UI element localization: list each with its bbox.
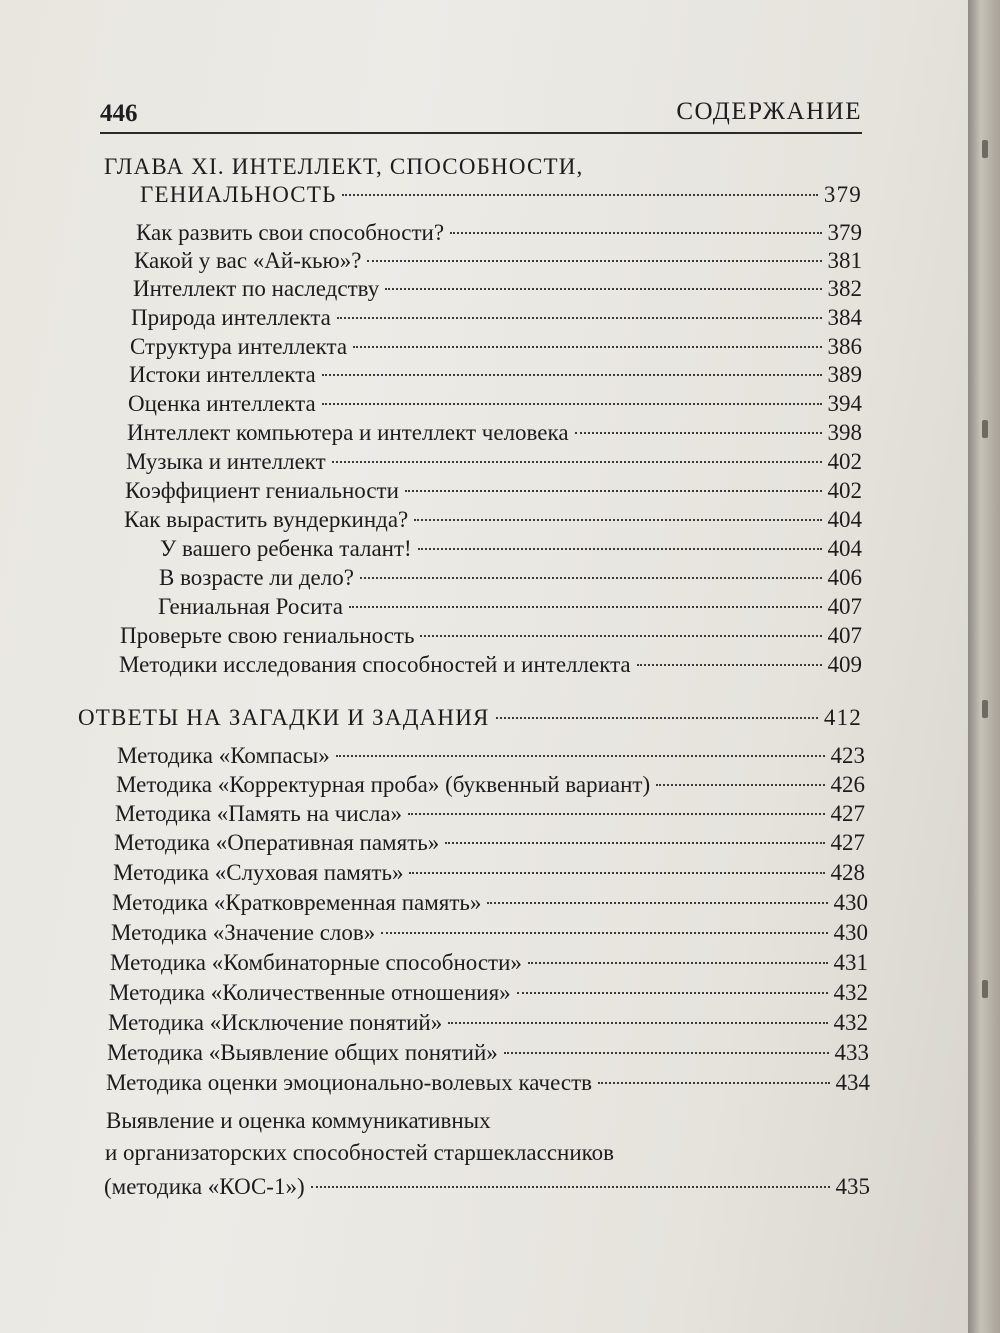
toc-entry-text: Методики исследования способностей и интеллекта	[119, 652, 631, 677]
toc-entry-multiline-2: и организаторских способностей старшеклассников	[105, 1140, 615, 1165]
toc-entry-text: Методика «Слуховая память»	[113, 860, 404, 885]
toc-entry	[127, 418, 862, 448]
leader-dots	[409, 872, 824, 874]
toc-entry-page: 398	[827, 420, 862, 445]
toc-entry-page: 379	[827, 220, 862, 245]
toc-entry	[131, 303, 862, 333]
toc-entry-page: 433	[834, 1040, 869, 1065]
toc-entry	[109, 978, 868, 1008]
toc-subentry	[160, 534, 862, 564]
leader-dots	[408, 813, 824, 815]
toc-entry-page: 427	[830, 830, 865, 855]
toc-entry-text: Методика «Кратковременная память»	[112, 890, 482, 915]
toc-entry-text: Музыка и интеллект	[126, 449, 326, 474]
leader-dots	[367, 260, 821, 262]
leader-dots	[487, 902, 827, 904]
toc-entry-page: 404	[827, 507, 862, 532]
toc-entry-text: (методика «КОС-1»)	[104, 1174, 305, 1199]
toc-entry-page: 432	[833, 980, 868, 1005]
leader-dots	[448, 1022, 827, 1024]
spine-stitch	[982, 140, 988, 158]
toc-entry	[136, 218, 862, 248]
toc-entry-page: 431	[833, 950, 868, 975]
leader-dots	[598, 1082, 829, 1084]
leader-dots	[504, 1052, 829, 1054]
toc-entry-page: 406	[827, 565, 862, 590]
toc-entry-text: Какой у вас «Ай-кью»?	[134, 248, 362, 273]
toc-entry	[125, 476, 862, 506]
leader-dots	[311, 1186, 830, 1188]
leader-dots	[656, 784, 824, 786]
toc-entry-multiline-3	[104, 1172, 870, 1202]
leader-dots	[360, 577, 822, 579]
toc-entry	[114, 828, 865, 858]
leader-dots	[637, 664, 822, 666]
toc-entry-text: Интеллект по наследству	[133, 276, 380, 301]
spine-stitch	[982, 420, 988, 438]
answers-title-entry	[78, 703, 862, 733]
section-title: СОДЕРЖАНИЕ	[676, 98, 862, 125]
toc-entry	[130, 332, 862, 362]
toc-entry-text: Гениальная Росита	[158, 594, 343, 619]
toc-entry-page: 394	[827, 391, 862, 416]
toc-entry-page: 432	[833, 1010, 868, 1035]
chapter-title-line1: ГЛАВА XI. ИНТЕЛЛЕКТ, СПОСОБНОСТИ,	[104, 154, 584, 179]
toc-entry	[113, 858, 865, 888]
toc-entry-page: 402	[827, 478, 862, 503]
spine-stitch	[982, 700, 988, 718]
toc-entry-text: Методика «Память на числа»	[115, 801, 403, 826]
toc-entry	[126, 447, 862, 477]
toc-entry-text: Как развить свои способности?	[136, 220, 445, 245]
leader-dots	[336, 755, 825, 757]
toc-entry-page: 428	[830, 860, 865, 885]
toc-entry-page: 435	[835, 1174, 870, 1199]
toc-entry-page: 382	[827, 276, 862, 301]
toc-entry	[115, 799, 865, 829]
toc-entry-text: Методика «Значение слов»	[111, 920, 376, 945]
leader-dots	[414, 519, 821, 521]
toc-entry-text: Методика «Выявление общих понятий»	[107, 1040, 498, 1065]
toc-entry	[124, 505, 862, 535]
page-header	[100, 96, 862, 134]
toc-entry-page: 384	[827, 305, 862, 330]
toc-entry-page: 427	[830, 801, 865, 826]
leader-dots	[418, 548, 822, 550]
toc-entry-page: 430	[833, 890, 868, 915]
toc-entry-multiline-1: Выявление и оценка коммуникативных	[106, 1108, 491, 1133]
toc-entry-text: В возрасте ли дело?	[159, 565, 354, 590]
toc-entry-page: 386	[827, 334, 862, 359]
toc-entry-text: Методика «Исключение понятий»	[108, 1010, 443, 1035]
chapter-page: 379	[823, 182, 862, 207]
toc-entry	[129, 360, 862, 390]
toc-entry-text: Методика «Оперативная память»	[114, 830, 440, 855]
leader-dots	[322, 374, 822, 376]
leader-dots	[445, 842, 824, 844]
toc-entry	[106, 1068, 870, 1098]
toc-entry-page: 381	[827, 248, 862, 273]
leader-dots	[342, 194, 817, 196]
toc-entry	[120, 621, 862, 651]
toc-entry-text: Методика оценки эмоционально-волевых качеств	[106, 1070, 593, 1095]
toc-entry	[134, 246, 862, 276]
toc-entry-text: У вашего ребенка талант!	[160, 536, 412, 561]
toc-entry	[110, 948, 868, 978]
toc-entry-page: 407	[827, 594, 862, 619]
toc-entry-text: Методика «Комбинаторные способности»	[110, 950, 522, 975]
toc-entry-page: 402	[827, 449, 862, 474]
book-spine	[968, 0, 1000, 1333]
chapter-title-line2: ГЕНИАЛЬНОСТЬ	[140, 182, 337, 207]
leader-dots	[353, 346, 821, 348]
toc-entry-text: Проверьте свою гениальность	[120, 623, 415, 648]
toc-entry	[112, 888, 868, 918]
toc-entry	[111, 918, 868, 948]
toc-entry-text: Методика «Количественные отношения»	[109, 980, 511, 1005]
leader-dots	[337, 317, 822, 319]
toc-entry	[107, 1038, 869, 1068]
leader-dots	[381, 932, 827, 934]
toc-subentry	[158, 592, 862, 622]
leader-dots	[575, 432, 822, 434]
spine-stitch	[982, 980, 988, 998]
chapter-title-entry	[140, 180, 862, 210]
toc-entry-text: Методика «Корректурная проба» (буквенный вариант)	[116, 772, 651, 797]
leader-dots	[528, 962, 828, 964]
toc-entry-text: Интеллект компьютера и интеллект человека	[127, 420, 569, 445]
toc-entry-page: 434	[835, 1070, 870, 1095]
toc-entry-page: 404	[827, 536, 862, 561]
toc-entry	[133, 274, 862, 304]
leader-dots	[450, 232, 821, 234]
toc-entry-page: 426	[830, 772, 865, 797]
leader-dots	[517, 992, 828, 994]
leader-dots	[496, 717, 818, 719]
leader-dots	[385, 288, 821, 290]
answers-page: 412	[823, 705, 862, 730]
toc-entry	[119, 650, 862, 680]
answers-title: ОТВЕТЫ НА ЗАГАДКИ И ЗАДАНИЯ	[78, 705, 490, 730]
toc-entry	[117, 741, 865, 771]
toc-entry	[116, 770, 865, 800]
toc-entry-text: Коэффициент гениальности	[125, 478, 399, 503]
toc-entry-text: Структура интеллекта	[130, 334, 348, 359]
leader-dots	[420, 635, 821, 637]
toc-entry-text: Оценка интеллекта	[128, 391, 316, 416]
leader-dots	[405, 490, 822, 492]
toc-entry-page: 409	[827, 652, 862, 677]
toc-entry-text: Истоки интеллекта	[129, 362, 316, 387]
leader-dots	[349, 606, 822, 608]
toc-entry-text: Методика «Компасы»	[117, 743, 330, 768]
leader-dots	[322, 403, 822, 405]
toc-entry-text: Как вырастить вундеркинда?	[124, 507, 409, 532]
leader-dots	[332, 461, 822, 463]
toc-entry-text: Природа интеллекта	[131, 305, 331, 330]
toc-entry-page: 389	[827, 362, 862, 387]
toc-entry	[128, 389, 862, 419]
toc-entry	[108, 1008, 868, 1038]
toc-entry-page: 430	[833, 920, 868, 945]
toc-entry-page: 407	[827, 623, 862, 648]
page-number: 446	[100, 100, 138, 127]
toc-entry-page: 423	[830, 743, 865, 768]
toc-subentry	[159, 563, 862, 593]
